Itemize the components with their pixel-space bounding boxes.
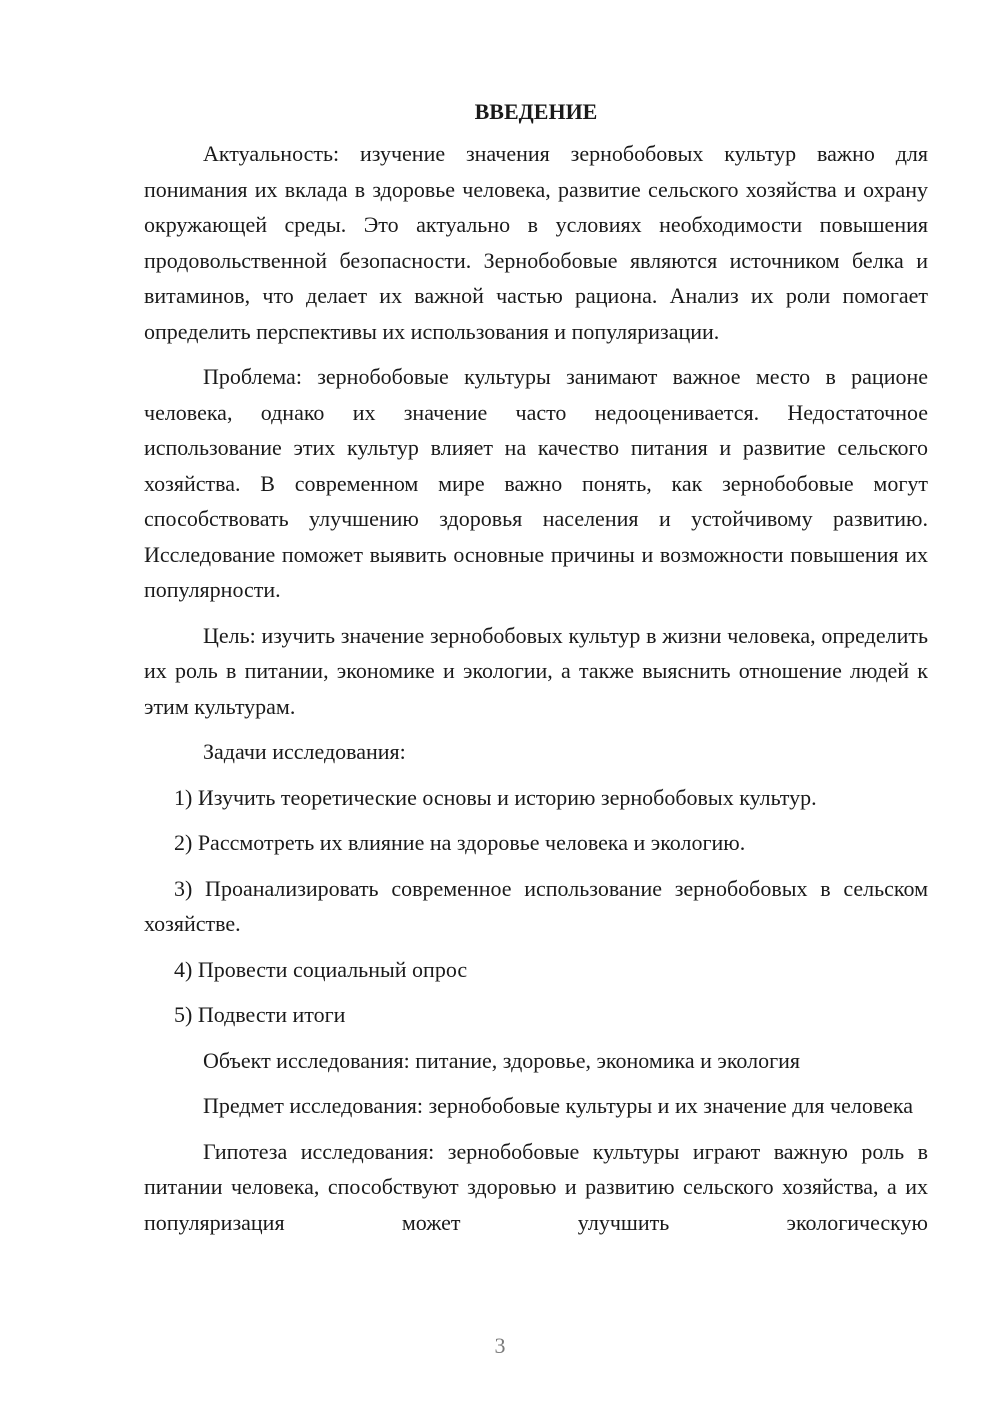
relevance-paragraph: Актуальность: изучение значения зернобобовых культур важно для понимания их вклада в здоровье человека, развитие сельского хозяйства и охрану окружающей среды. Это актуально в условиях необходимости повышения продовольственной безопасности. Зернобобовые являются источником белка и витаминов, что делает их важной частью рациона. Анализ их роли помогает определить перспективы их использования и популяризации. bbox=[144, 141, 928, 344]
goal-paragraph: Цель: изучить значение зернобобовых культур в жизни человека, определить их роль в питании, экономике и экологии, а также выяснить отношение людей к этим культурам. bbox=[144, 622, 928, 719]
research-subject-paragraph: Предмет исследования: зернобобовые культуры и их значение для человека bbox=[203, 1093, 913, 1118]
task-item-2: 2) Рассмотреть их влияние на здоровье человека и экологию. bbox=[174, 830, 746, 855]
task-item-1: 1) Изучить теоретические основы и историю зернобобовых культур. bbox=[174, 784, 817, 810]
section-heading: ВВЕДЕНИЕ bbox=[474, 99, 598, 124]
task-item-4: 4) Провести социальный опрос bbox=[174, 956, 468, 982]
tasks-heading: Задачи исследования: bbox=[203, 739, 406, 764]
problem-paragraph: Проблема: зернобобовые культуры занимают важное место в рационе человека, однако их значение часто недооценивается. Недостаточное использование этих культур влияет на качество питания и развитие сельского хозяйства. В современном мире важно понять, как зернобобовые могут способствовать улучшению здоровья населения и устойчивому развитию. Исследование поможет выявить основные причины и возможности повышения их популярности. bbox=[144, 364, 928, 602]
research-object-paragraph: Объект исследования: питание, здоровье, экономика и экология bbox=[203, 1047, 801, 1073]
task-item-5: 5) Подвести итоги bbox=[174, 1002, 346, 1027]
task-item-3: 3) Проанализировать современное использование зернобобовых в сельском хозяйстве. bbox=[144, 875, 928, 936]
page-number: 3 bbox=[494, 1333, 506, 1358]
page-content bbox=[144, 98, 928, 1250]
hypothesis-paragraph: Гипотеза исследования: зернобобовые культуры играют важную роль в питании человека, способствуют здоровью и развитию сельского хозяйства, а их популяризация может улучшить экологическую bbox=[144, 1138, 928, 1235]
